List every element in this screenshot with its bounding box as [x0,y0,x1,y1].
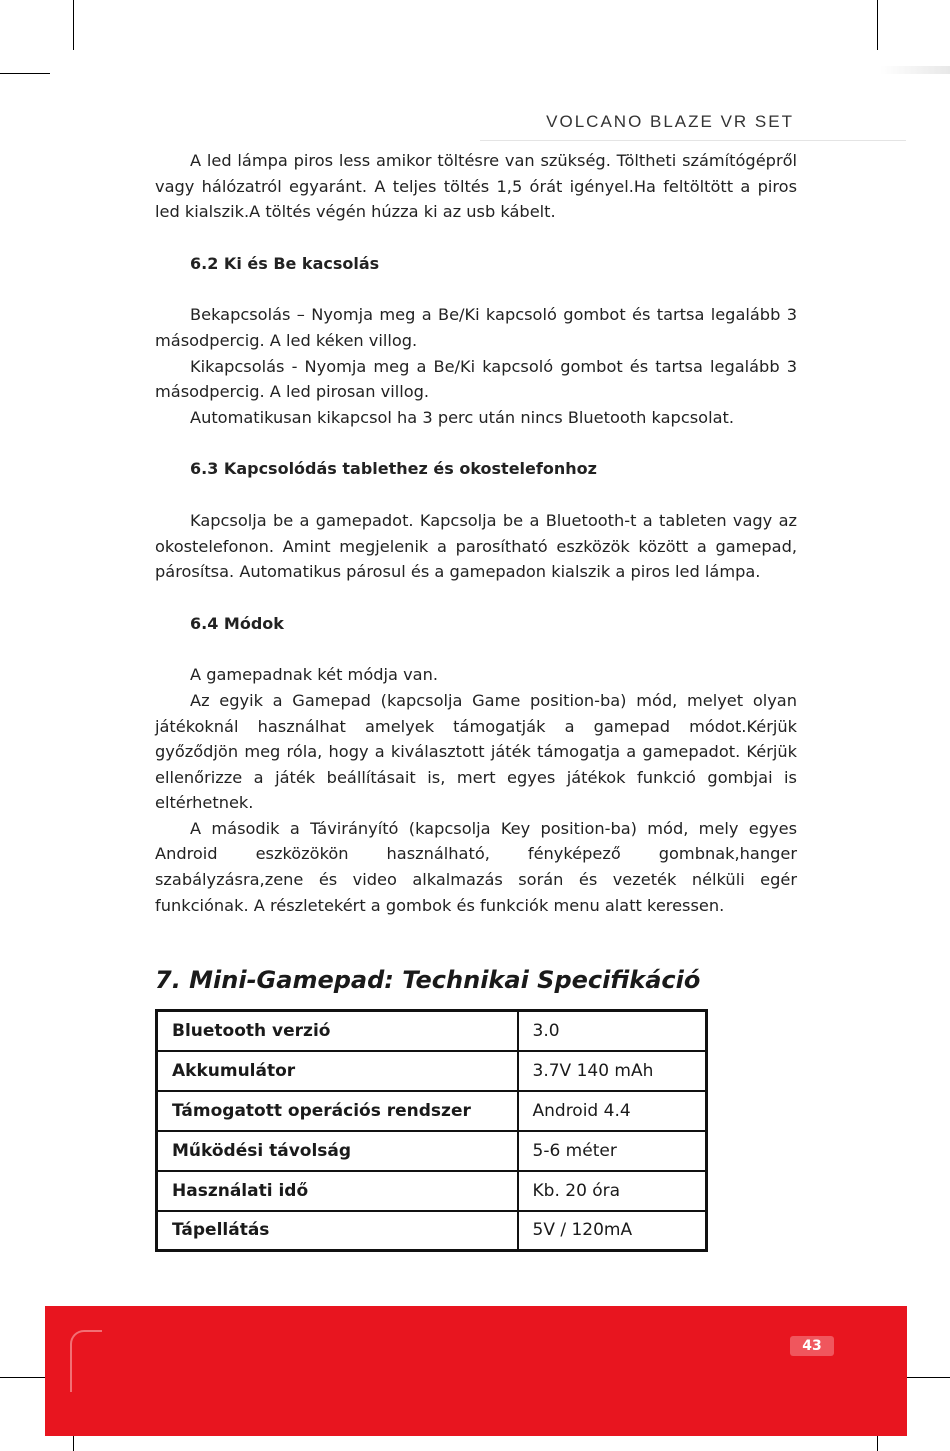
paragraph: Bekapcsolás – Nyomja meg a Be/Ki kapcsoló gombot és tartsa legalább 3 másodpercig. A led kéken villog. [155,305,797,350]
table-row [157,1131,707,1171]
spec-key: Használati idő [157,1171,518,1211]
footer-band [45,1306,907,1436]
spec-value: 5-6 méter [518,1131,707,1171]
spec-value: Android 4.4 [518,1091,707,1131]
spec-value: 5V / 120mA [518,1211,707,1251]
page-number: 43 [790,1336,834,1356]
paragraph: A második a Távirányító (kapcsolja Key position-ba) mód, mely egyes Android eszközökön használható, fényképező gombnak,hanger szabályzásra,zene és video alkalmazás során és vezeték nélküli egér funkciónak. A részletekért a gombok és funkciók menu alatt keressen. [155,818,797,915]
footer-decoration [70,1330,102,1392]
table-row [157,1051,707,1091]
spec-key: Bluetooth verzió [157,1011,518,1051]
crop-mark [877,0,878,50]
paragraph: Kapcsolja be a gamepadot. Kapcsolja be a Bluetooth-t a tableten vagy az okostelefonon. Amint megjelenik a parosítható eszközök között a gamepad, párosítsa. Automatikus párosul és a gamepadon kialszik a piros led lámpa. [155,510,797,582]
spec-key: Akkumulátor [157,1051,518,1091]
spec-value: 3.7V 140 mAh [518,1051,707,1091]
body-content [155,148,797,918]
crop-mark [73,0,74,50]
page-header-title: VOLCANO BLAZE VR SET [546,112,794,131]
table-row [157,1011,707,1051]
spec-value: 3.0 [518,1011,707,1051]
paragraph: Automatikusan kikapcsol ha 3 perc után nincs Bluetooth kapcsolat. [190,407,734,427]
crop-mark [0,73,50,74]
heading-6-2: 6.2 Ki és Be kacsolás [190,253,380,273]
spec-key: Tápellátás [157,1211,518,1251]
table-row [157,1211,707,1251]
section-title: 7. Mini-Gamepad: Technikai Specifikáció [155,966,701,994]
header-rule [480,140,906,141]
spec-table [155,1009,708,1252]
crop-mark [900,1377,950,1378]
crop-mark [0,1377,50,1378]
spec-value: Kb. 20 óra [518,1171,707,1211]
header-shadow [880,66,950,74]
spec-key: Támogatott operációs rendszer [157,1091,518,1131]
table-row [157,1091,707,1131]
intro-paragraph: A led lámpa piros less amikor töltésre van szükség. Töltheti számítógépről vagy hálózatról egyaránt. A teljes töltés 1,5 órát igényel.Ha feltöltött a piros led kialszik.A töltés végén húzza ki az usb kábelt. [155,151,797,222]
heading-6-4: 6.4 Módok [190,613,284,633]
paragraph: Kikapcsolás - Nyomja meg a Be/Ki kapcsoló gombot és tartsa legalább 3 másodpercig. A led pirosan villog. [155,356,797,402]
spec-key: Működési távolság [157,1131,518,1171]
heading-6-3: 6.3 Kapcsolódás tablethez és okostelefonhoz [190,459,597,479]
table-row [157,1171,707,1211]
paragraph: A gamepadnak két módja van. [190,665,438,685]
paragraph: Az egyik a Gamepad (kapcsolja Game position-ba) mód, melyet olyan játékoknál használhat amelyek támogatják a gamepad módot.Kérjük győződjön meg róla, hogy a kiválasztott játék támogatja a gamepadot. Kérjük ellenőrizze a játék beállításait is, mert egyes játékok funkció gombjai is eltérhetnek. [155,690,797,813]
